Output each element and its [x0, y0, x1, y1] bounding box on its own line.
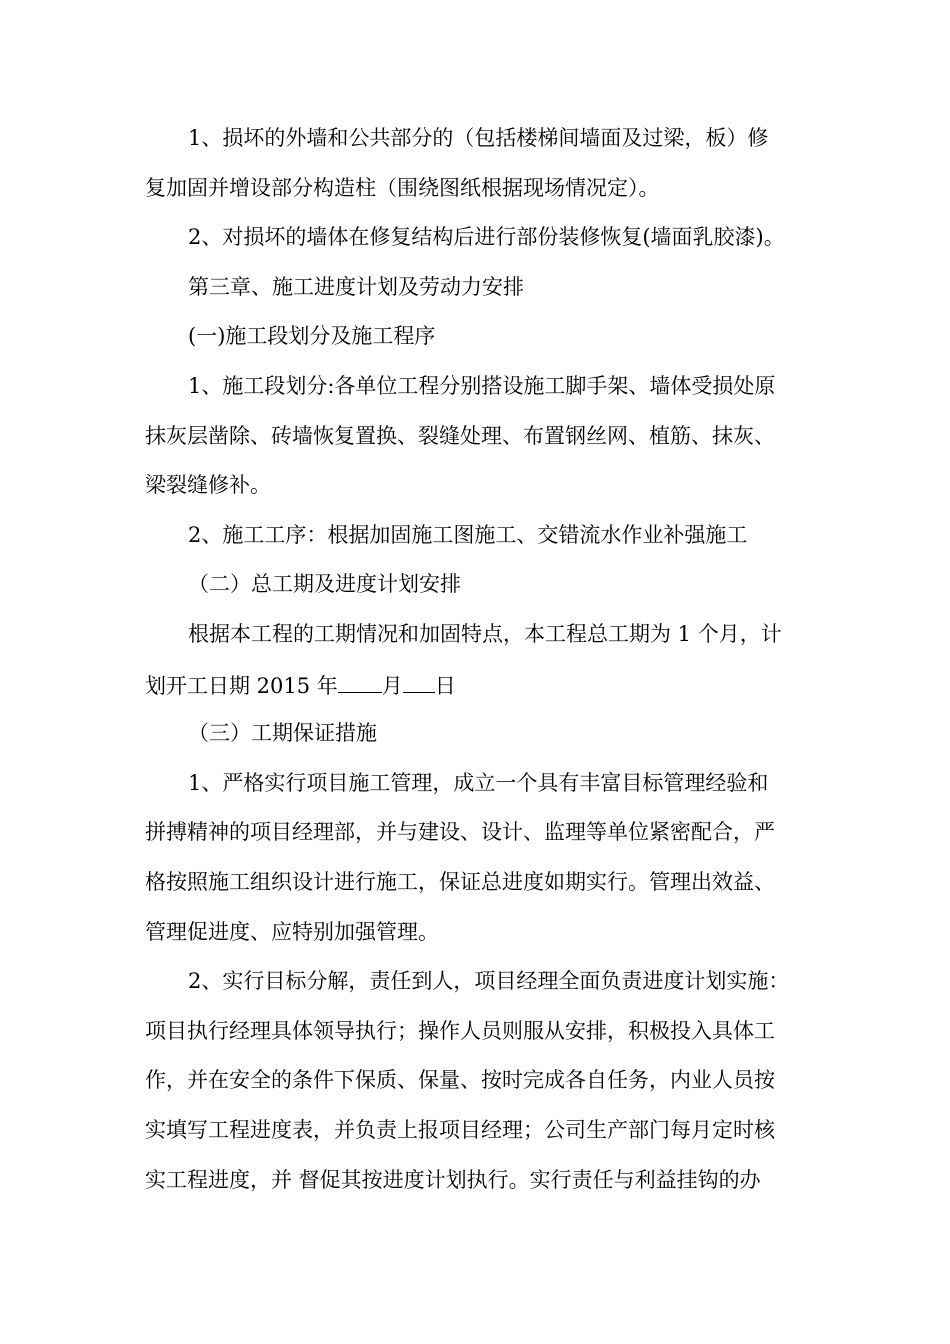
- paragraph-line: 拼搏精神的项目经理部，并与建设、设计、监理等单位紧密配合，严: [145, 820, 775, 844]
- chapter-heading: 第三章、施工进度计划及劳动力安排: [188, 275, 524, 299]
- paragraph-line: 2、实行目标分解，责任到人，项目经理全面负责进度计划实施：: [188, 969, 790, 993]
- section-heading: （三）工期保证措施: [188, 721, 377, 745]
- paragraph-line: 梁裂缝修补。: [145, 473, 271, 497]
- day-blank[interactable]: [403, 670, 435, 693]
- paragraph-line: 2、对损坏的墙体在修复结构后进行部份装修恢复(墙面乳胶漆)。: [188, 225, 785, 249]
- paragraph-line: 2、施工工序：根据加固施工图施工、交错流水作业补强施工: [188, 523, 748, 547]
- paragraph-line: 项目执行经理具体领导执行；操作人员则服从安排，积极投入具体工: [145, 1019, 775, 1043]
- start-date-prefix: 划开工日期 2015 年: [145, 674, 338, 698]
- paragraph-line: 实填写工程进度表，并负责上报项目经理；公司生产部门每月定时核: [145, 1118, 775, 1142]
- start-date-line: [145, 670, 456, 698]
- paragraph-line: 1、严格实行项目施工管理，成立一个具有丰富目标管理经验和: [188, 771, 769, 795]
- section-heading: （二）总工期及进度计划安排: [188, 572, 461, 596]
- month-label: 月: [381, 674, 403, 698]
- month-blank[interactable]: [338, 670, 382, 693]
- day-label: 日: [434, 674, 456, 698]
- section-heading: (一)施工段划分及施工程序: [188, 324, 436, 348]
- paragraph-line: 实工程进度，并 督促其按进度计划执行。实行责任与利益挂钩的办: [145, 1168, 761, 1192]
- paragraph-line: 根据本工程的工期情况和加固特点，本工程总工期为 1 个月，计: [188, 622, 782, 646]
- paragraph-line: 抹灰层凿除、砖墙恢复置换、裂缝处理、布置钢丝网、植筋、抹灰、: [145, 424, 775, 448]
- paragraph-line: 复加固并增设部分构造柱（围绕图纸根据现场情况定）。: [145, 176, 660, 200]
- paragraph-line: 1、损坏的外墙和公共部分的（包括楼梯间墙面及过梁，板）修: [188, 126, 769, 150]
- paragraph-line: 1、施工段划分:各单位工程分别搭设施工脚手架、墙体受损处原: [188, 374, 776, 398]
- paragraph-line: 作，并在安全的条件下保质、保量、按时完成各自任务，内业人员按: [145, 1068, 775, 1092]
- paragraph-line: 格按照施工组织设计进行施工，保证总进度如期实行。管理出效益、: [145, 870, 775, 894]
- paragraph-line: 管理促进度、应特别加强管理。: [145, 920, 439, 944]
